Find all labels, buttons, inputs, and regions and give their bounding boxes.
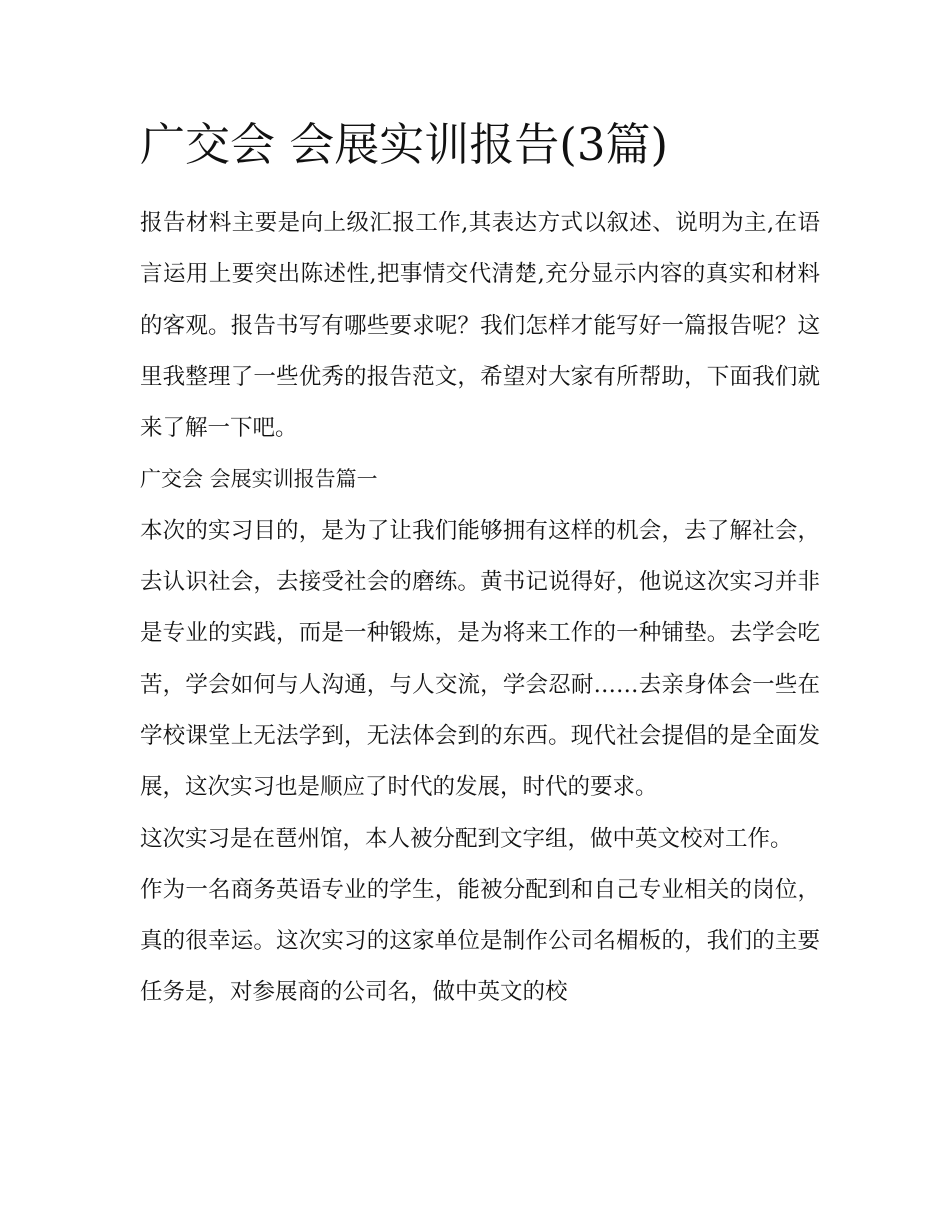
document-body bbox=[140, 198, 820, 1019]
body-paragraph: 这次实习是在琶州馆，本人被分配到文字组，做中英文校对工作。 bbox=[140, 825, 793, 852]
intro-paragraph: 报告材料主要是向上级汇报工作,其表达方式以叙述、说明为主,在语言运用上要突出陈述性,把事情交代清楚,充分显示内容的真实和材料的客观。报告书写有哪些要求呢？我们怎样才能写好一篇报告呢？这里我整理了一些优秀的报告范文，希望对大家有所帮助，下面我们就来了解一下吧。 bbox=[140, 210, 820, 442]
section-heading: 广交会 会展实训报告篇一 bbox=[140, 467, 378, 492]
body-paragraph: 本次的实习目的，是为了让我们能够拥有这样的机会，去了解社会，去认识社会，去接受社会的磨练。黄书记说得好，他说这次实习并非是专业的实践，而是一种锻炼，是为将来工作的一种铺垫。去学会吃苦，学会如何与人沟通，与人交流，学会忍耐……去亲身体会一些在学校课堂上无法学到，无法体会到的东西。现代社会提倡的是全面发展，这次实习也是顺应了时代的发展，时代的要求。 bbox=[140, 517, 820, 801]
document-title: 广交会 会展实训报告(3篇) bbox=[140, 118, 669, 171]
body-paragraph: 作为一名商务英语专业的学生，能被分配到和自己专业相关的岗位，真的很幸运。这次实习的这家单位是制作公司名楣板的，我们的主要任务是，对参展商的公司名，做中英文的校 bbox=[140, 876, 820, 1006]
